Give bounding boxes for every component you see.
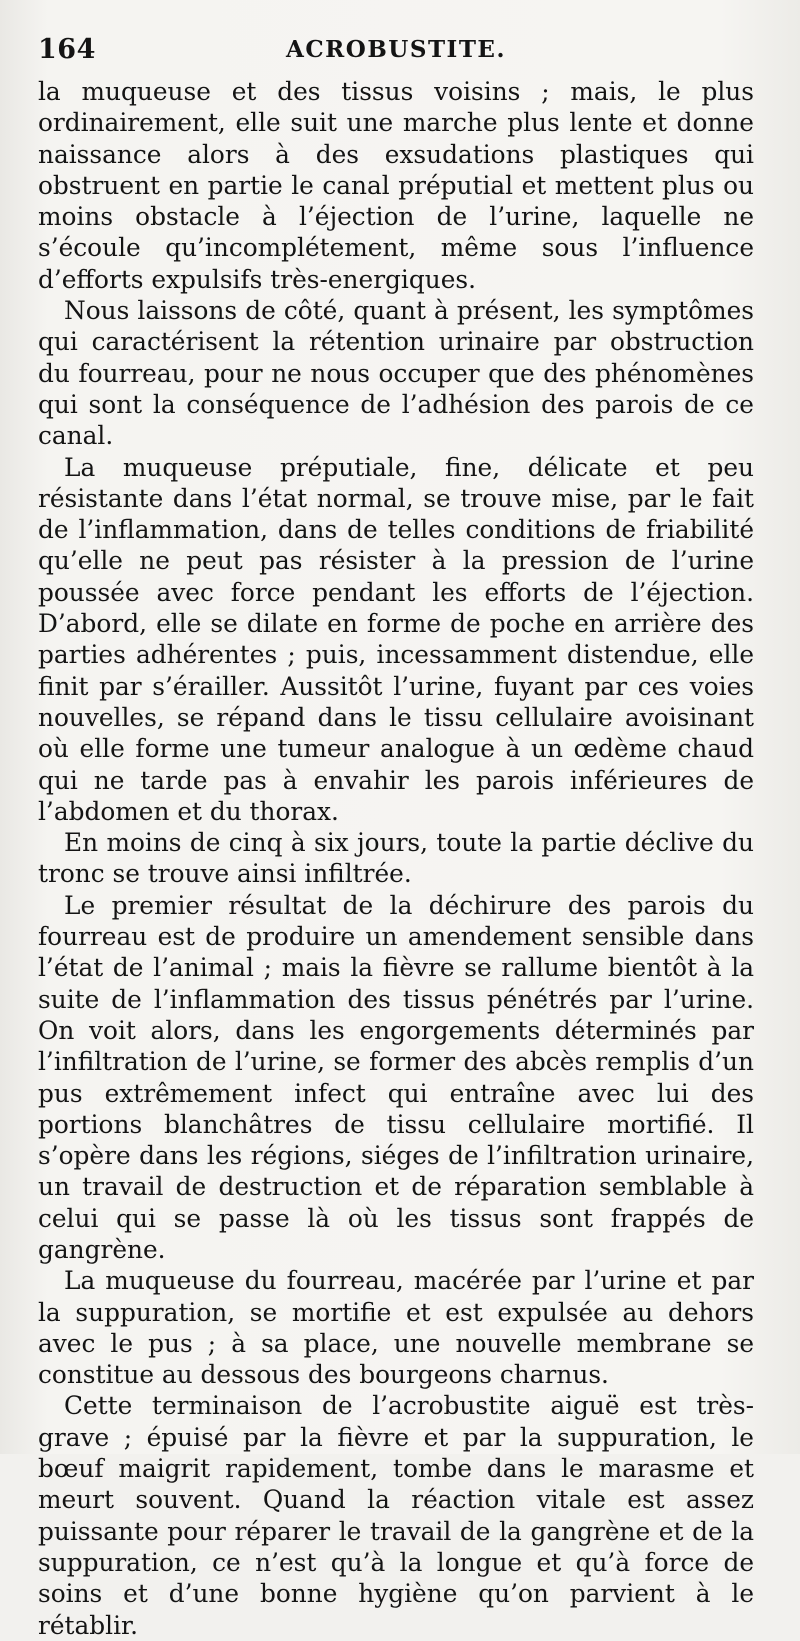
paragraph: La muqueuse du fourreau, macérée par l’urine et par la suppuration, se mortifie et est expulsée au dehors avec le pus ; à sa place, une nouvelle membrane se constitue au dessous des bourgeons charnus. [38, 1266, 754, 1390]
paragraph-continued: la muqueuse et des tissus voisins ; mais, le plus ordinairement, elle suit une marche plus lente et donne naissance alors à des exsudations plastiques qui obstruent en partie le canal préputial et mettent plus ou moins obstacle à l’éjection de l’urine, laquelle ne s’écoule qu’incomplétement, même sous l’influence d’efforts expulsifs très-energiques. [38, 77, 754, 294]
body-text [38, 76, 754, 1641]
paragraph: Le premier résultat de la déchirure des parois du fourreau est de produire un amendement sensible dans l’état de l’animal ; mais la fièvre se rallume bientôt à la suite de l’inflammation des tissus pénétrés par l’urine. On voit alors, dans les engorgements déterminés par l’infiltration de l’urine, se former des abcès remplis d’un pus extrêmement infect qui entraîne avec lui des portions blanchâtres de tissu cellulaire mortifié. Il s’opère dans les régions, siéges de l’infiltration urinaire, un travail de destruction et de réparation semblable à celui qui se passe là où les tissus sont frappés de gangrène. [38, 890, 754, 1264]
running-head [38, 28, 754, 68]
paragraph: Nous laissons de côté, quant à présent, les symptômes qui caractérisent la rétention urinaire par obstruction du fourreau, pour ne nous occuper que des phénomènes qui sont la conséquence de l’adhésion des parois de ce canal. [38, 296, 754, 451]
paragraph: La muqueuse préputiale, fine, délicate et peu résistante dans l’état normal, se trouve mise, par le fait de l’inflammation, dans de telles conditions de friabilité qu’elle ne peut pas résister à la pression de l’urine poussée avec force pendant les efforts de l’éjection. D’abord, elle se dilate en forme de poche en arrière des parties adhérentes ; puis, incessamment distendue, elle finit par s’érailler. Aussitôt l’urine, fuyant par ces voies nouvelles, se répand dans le tissu cellulaire avoisinant où elle forme une tumeur analogue à un œdème chaud qui ne tarde pas à envahir les parois inférieures de l’abdomen et du thorax. [38, 452, 754, 826]
page-number: 164 [38, 34, 96, 65]
paragraph: En moins de cinq à six jours, toute la partie déclive du tronc se trouve ainsi infiltrée. [38, 828, 754, 889]
paragraph: Cette terminaison de l’acrobustite aiguë est très-grave ; épuisé par la fièvre et par la suppuration, le bœuf maigrit rapidement, tombe dans le marasme et meurt souvent. Quand la réaction vitale est assez puissante pour réparer le travail de la gangrène et de la suppuration, ce n’est qu’à la longue et qu’à force de soins et d’une bonne hygiène qu’on parvient à le rétablir. [38, 1391, 754, 1640]
running-title: ACROBUSTITE. [286, 36, 506, 63]
